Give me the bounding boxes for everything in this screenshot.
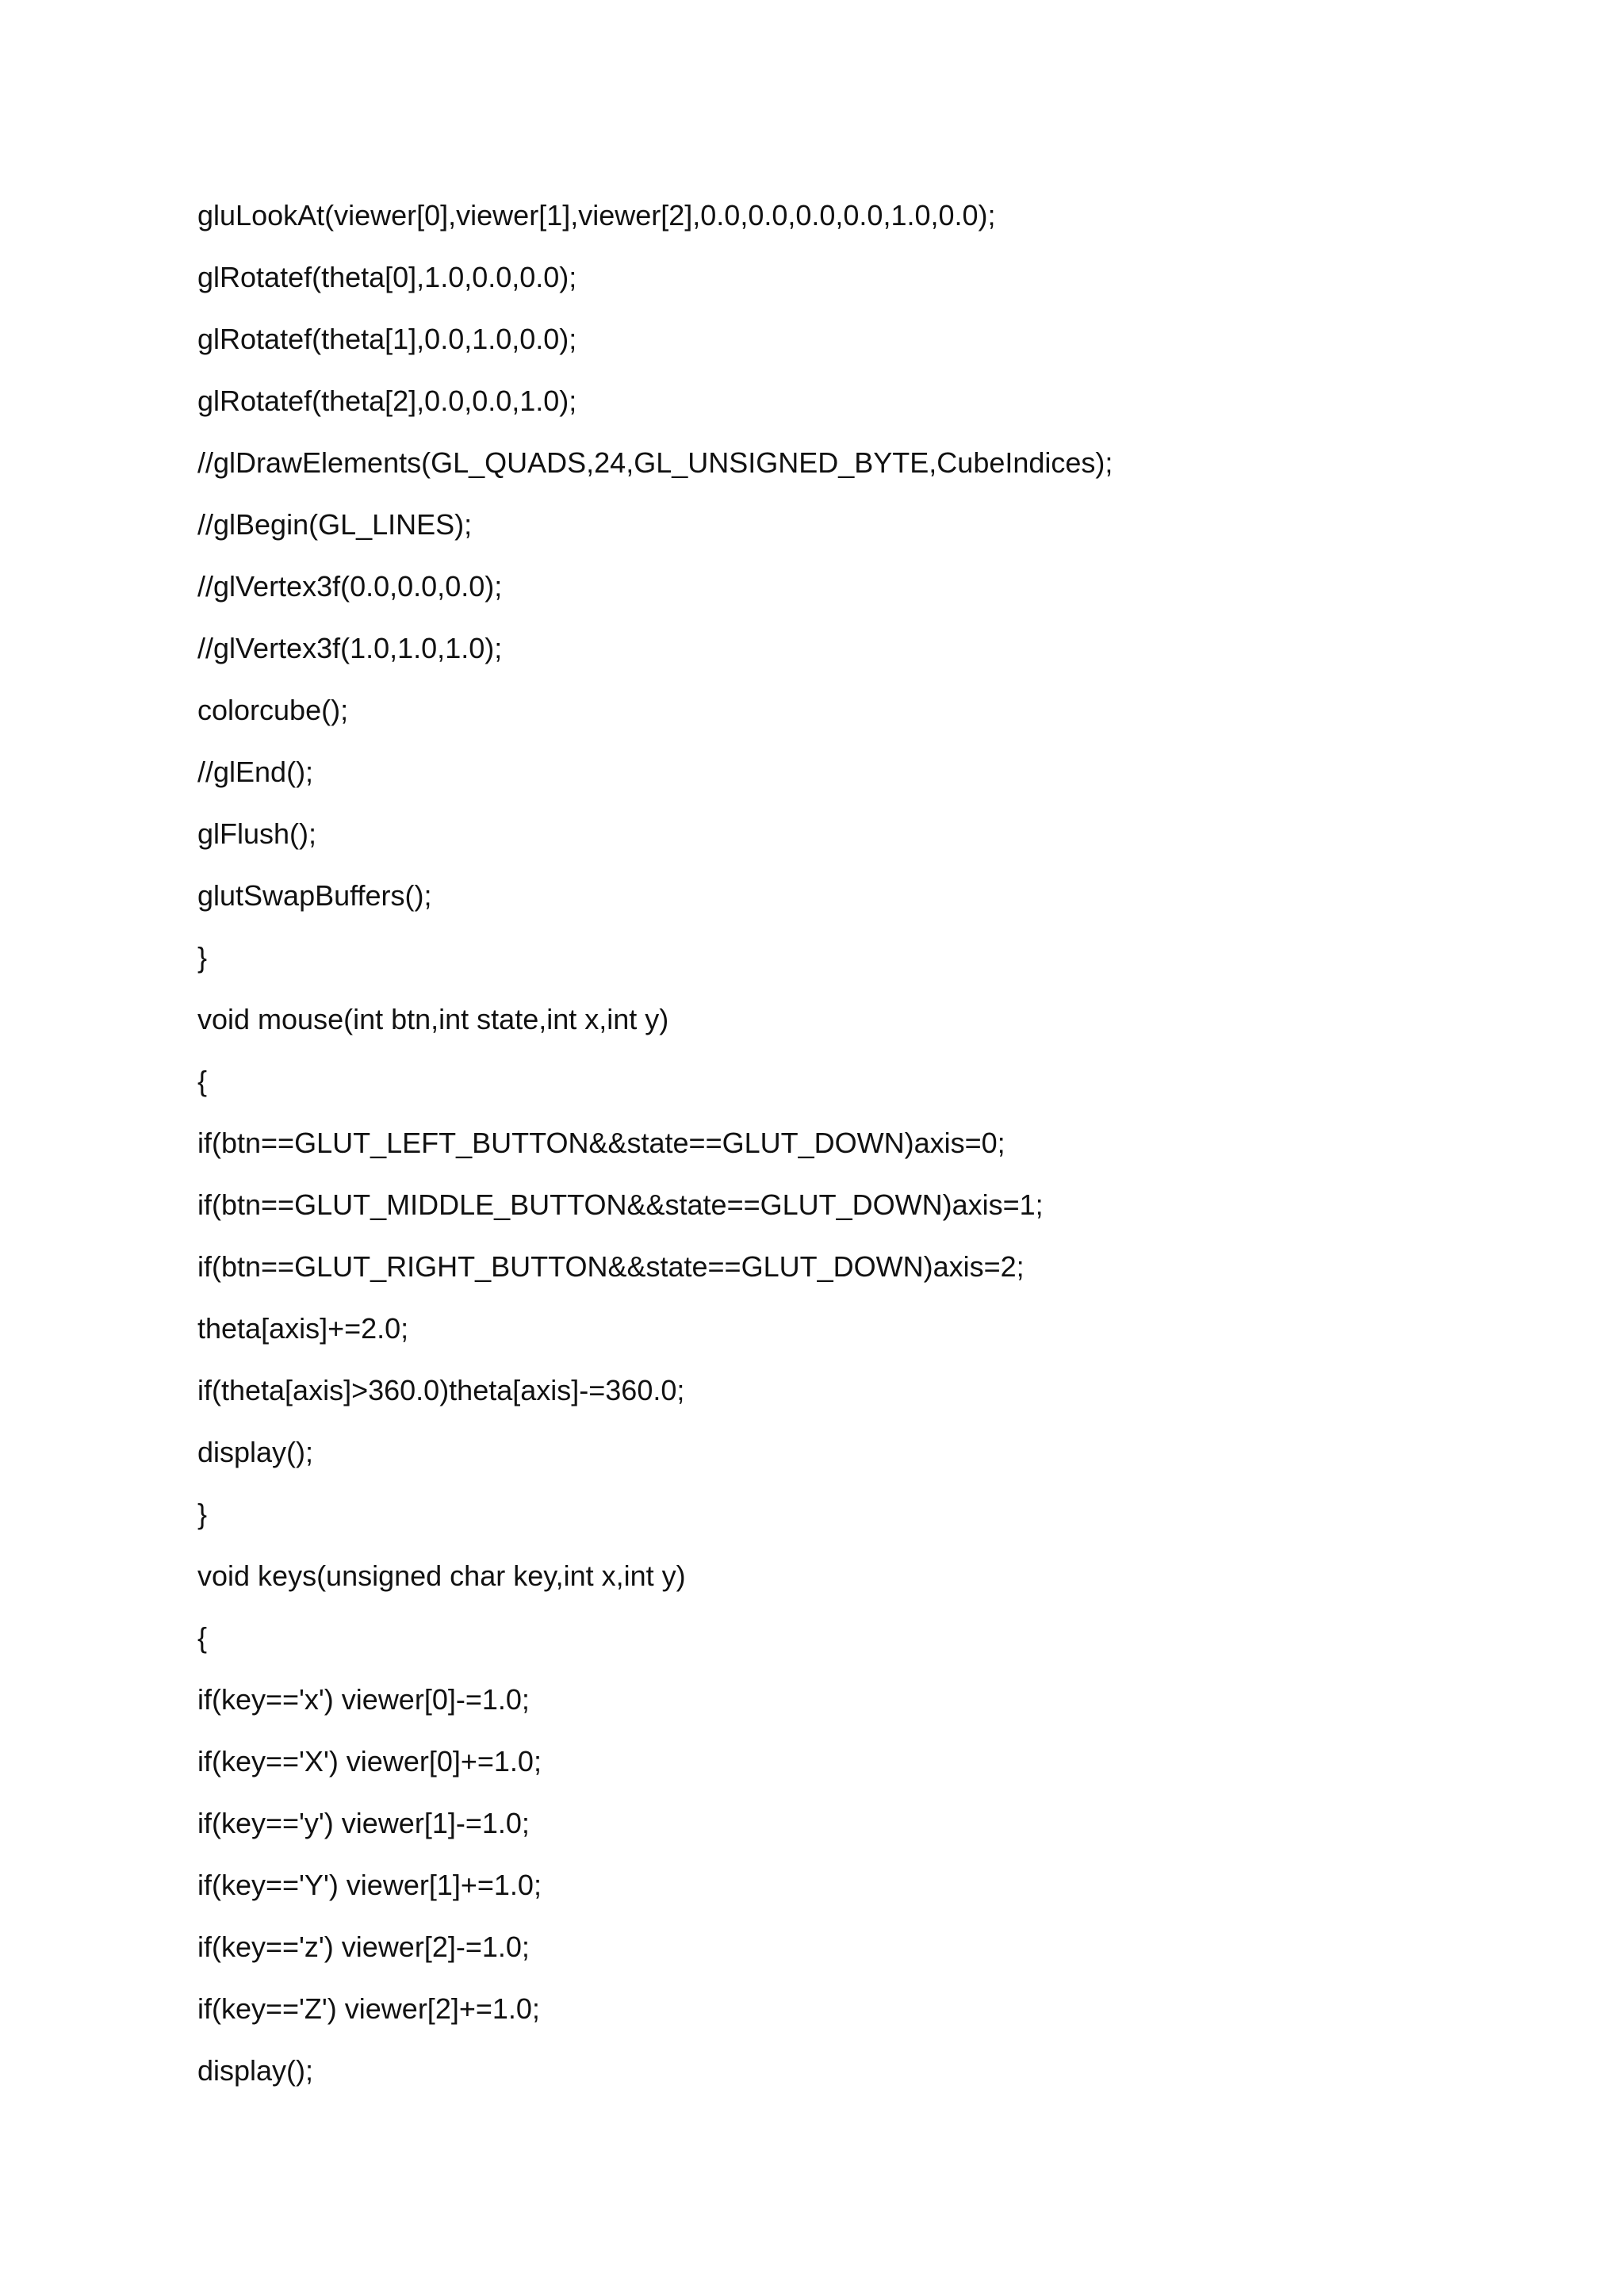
code-line: } <box>197 941 208 974</box>
code-line: if(btn==GLUT_MIDDLE_BUTTON&&state==GLUT_DOWN)axis=1; <box>197 1188 1044 1221</box>
code-line: if(key=='X') viewer[0]+=1.0; <box>197 1745 542 1777</box>
code-line: if(key=='y') viewer[1]-=1.0; <box>197 1807 530 1839</box>
code-line: if(btn==GLUT_RIGHT_BUTTON&&state==GLUT_DOWN)axis=2; <box>197 1250 1025 1283</box>
code-line: if(key=='Y') viewer[1]+=1.0; <box>197 1869 542 1901</box>
code-line: if(key=='x') viewer[0]-=1.0; <box>197 1683 530 1716</box>
code-listing <box>197 190 1545 2107</box>
code-line: //glBegin(GL_LINES); <box>197 508 473 541</box>
code-line: display(); <box>197 2054 314 2087</box>
code-line: //glDrawElements(GL_QUADS,24,GL_UNSIGNED_BYTE,CubeIndices); <box>197 446 1113 479</box>
code-line: if(btn==GLUT_LEFT_BUTTON&&state==GLUT_DOWN)axis=0; <box>197 1127 1005 1159</box>
code-line: //glVertex3f(1.0,1.0,1.0); <box>197 632 503 664</box>
code-line: glutSwapBuffers(); <box>197 879 432 912</box>
code-line: //glVertex3f(0.0,0.0,0.0); <box>197 570 503 603</box>
code-line: } <box>197 1498 208 1530</box>
code-line: if(key=='z') viewer[2]-=1.0; <box>197 1931 530 1963</box>
code-line: glFlush(); <box>197 817 317 850</box>
code-line: glRotatef(theta[0],1.0,0.0,0.0); <box>197 261 577 293</box>
code-line: { <box>197 1621 208 1654</box>
code-line: glRotatef(theta[2],0.0,0.0,1.0); <box>197 385 577 417</box>
code-line: void keys(unsigned char key,int x,int y) <box>197 1559 686 1592</box>
code-line: if(theta[axis]>360.0)theta[axis]-=360.0; <box>197 1374 685 1406</box>
code-line: glRotatef(theta[1],0.0,1.0,0.0); <box>197 323 577 355</box>
code-line: //glEnd(); <box>197 756 314 788</box>
code-line: colorcube(); <box>197 694 349 726</box>
code-line: theta[axis]+=2.0; <box>197 1312 409 1345</box>
code-line: if(key=='Z') viewer[2]+=1.0; <box>197 1992 540 2025</box>
code-line: { <box>197 1065 208 1097</box>
code-line: gluLookAt(viewer[0],viewer[1],viewer[2],0.0,0.0,0.0,0.0,1.0,0.0); <box>197 199 996 232</box>
code-line: display(); <box>197 1436 314 1468</box>
code-line: void mouse(int btn,int state,int x,int y) <box>197 1003 669 1035</box>
